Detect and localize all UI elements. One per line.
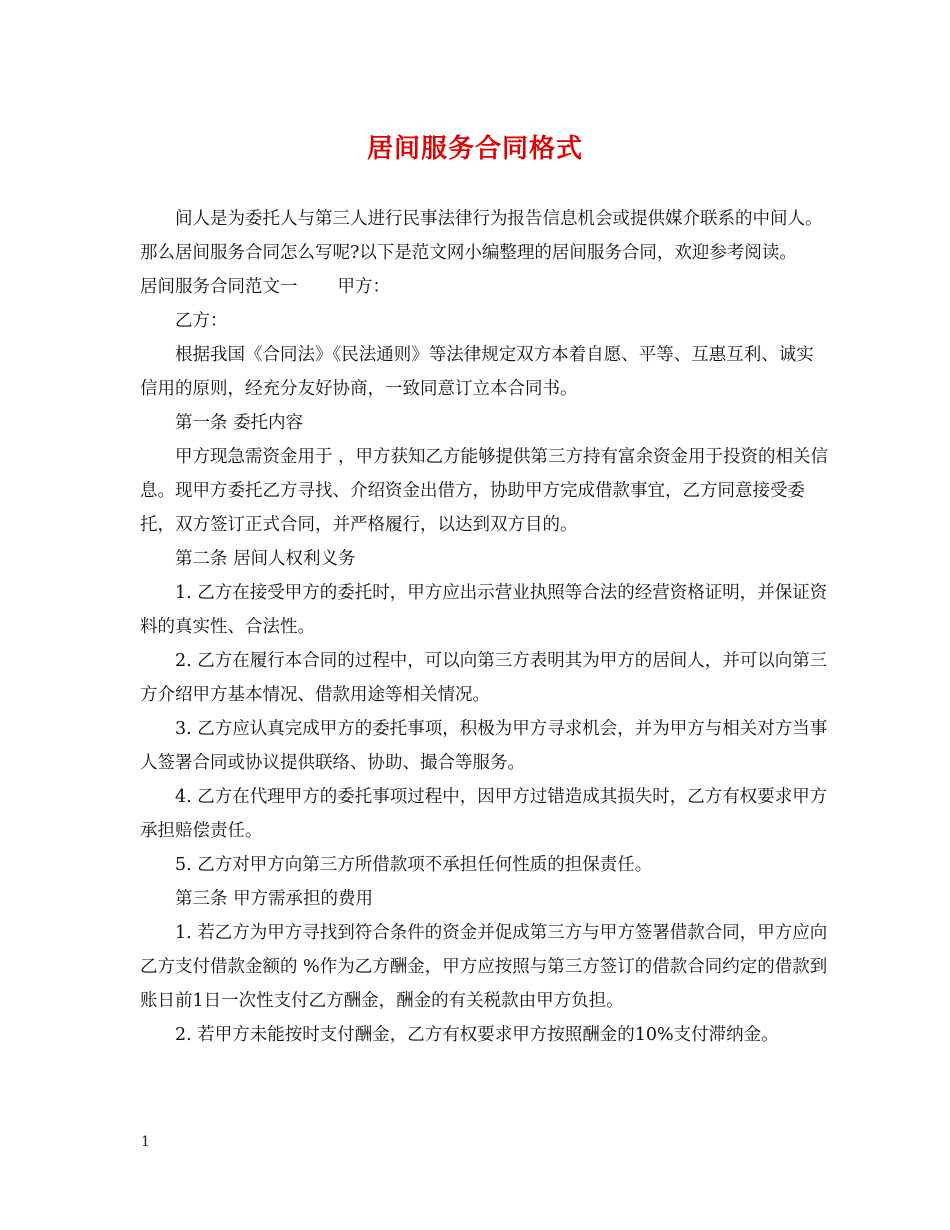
article-3-item: 1. 若乙方为甲方寻找到符合条件的资金并促成第三方与甲方签署借款合同，甲方应向乙方支付借款金额的 %作为乙方酬金，甲方应按照与第三方签订的借款合同约定的借款到账日前1日一次性支付乙方酬金，酬金的有关税款由甲方负担。 — [140, 923, 828, 1011]
article-2-item: 1. 乙方在接受甲方的委托时，甲方应出示营业执照等合法的经营资格证明，并保证资料的真实性、合法性。 — [140, 583, 828, 637]
party-a-label: 甲方： — [337, 277, 390, 297]
article-1-heading: 第一条 委托内容 — [175, 413, 304, 433]
article-2-item: 2. 乙方在履行本合同的过程中，可以向第三方表明其为甲方的居间人，并可以向第三方介绍甲方基本情况、借款用途等相关情况。 — [140, 651, 828, 705]
article-2-item: 3. 乙方应认真完成甲方的委托事项，积极为甲方寻求机会，并为甲方与相关对方当事人签署合同或协议提供联络、协助、撮合等服务。 — [140, 719, 828, 773]
page-number: 1 — [141, 1134, 150, 1150]
sample-heading-line — [140, 270, 830, 304]
article-3-item: 2. 若甲方未能按时支付酬金，乙方有权要求甲方按照酬金的10%支付滞纳金。 — [175, 1025, 779, 1045]
party-b-label: 乙方： — [175, 311, 228, 331]
article-2-heading: 第二条 居间人权利义务 — [175, 549, 356, 569]
article-3-heading: 第三条 甲方需承担的费用 — [175, 889, 374, 909]
article-2-item: 4. 乙方在代理甲方的委托事项过程中，因甲方过错造成其损失时，乙方有权要求甲方承担赔偿责任。 — [140, 787, 828, 841]
sample-heading: 居间服务合同范文一 — [140, 277, 298, 297]
article-2-item: 5. 乙方对甲方向第三方所借款项不承担任何性质的担保责任。 — [175, 855, 653, 875]
preamble-paragraph: 根据我国《合同法》《民法通则》等法律规定双方本着自愿、平等、互惠互利、诚实信用的原则，经充分友好协商，一致同意订立本合同书。 — [140, 345, 814, 399]
article-1-text: 甲方现急需资金用于 ，甲方获知乙方能够提供第三方持有富余资金用于投资的相关信息。现甲方委托乙方寻找、介绍资金出借方，协助甲方完成借款事宜，乙方同意接受委托，双方签订正式合同，并严格履行，以达到双方目的。 — [140, 447, 829, 535]
intro-paragraph: 间人是为委托人与第三人进行民事法律行为报告信息机会或提供媒介联系的中间人。那么居间服务合同怎么写呢?以下是范文网小编整理的居间服务合同，欢迎参考阅读。 — [140, 209, 823, 263]
page-title: 居间服务合同格式 — [366, 134, 583, 164]
document-body — [140, 202, 830, 1052]
